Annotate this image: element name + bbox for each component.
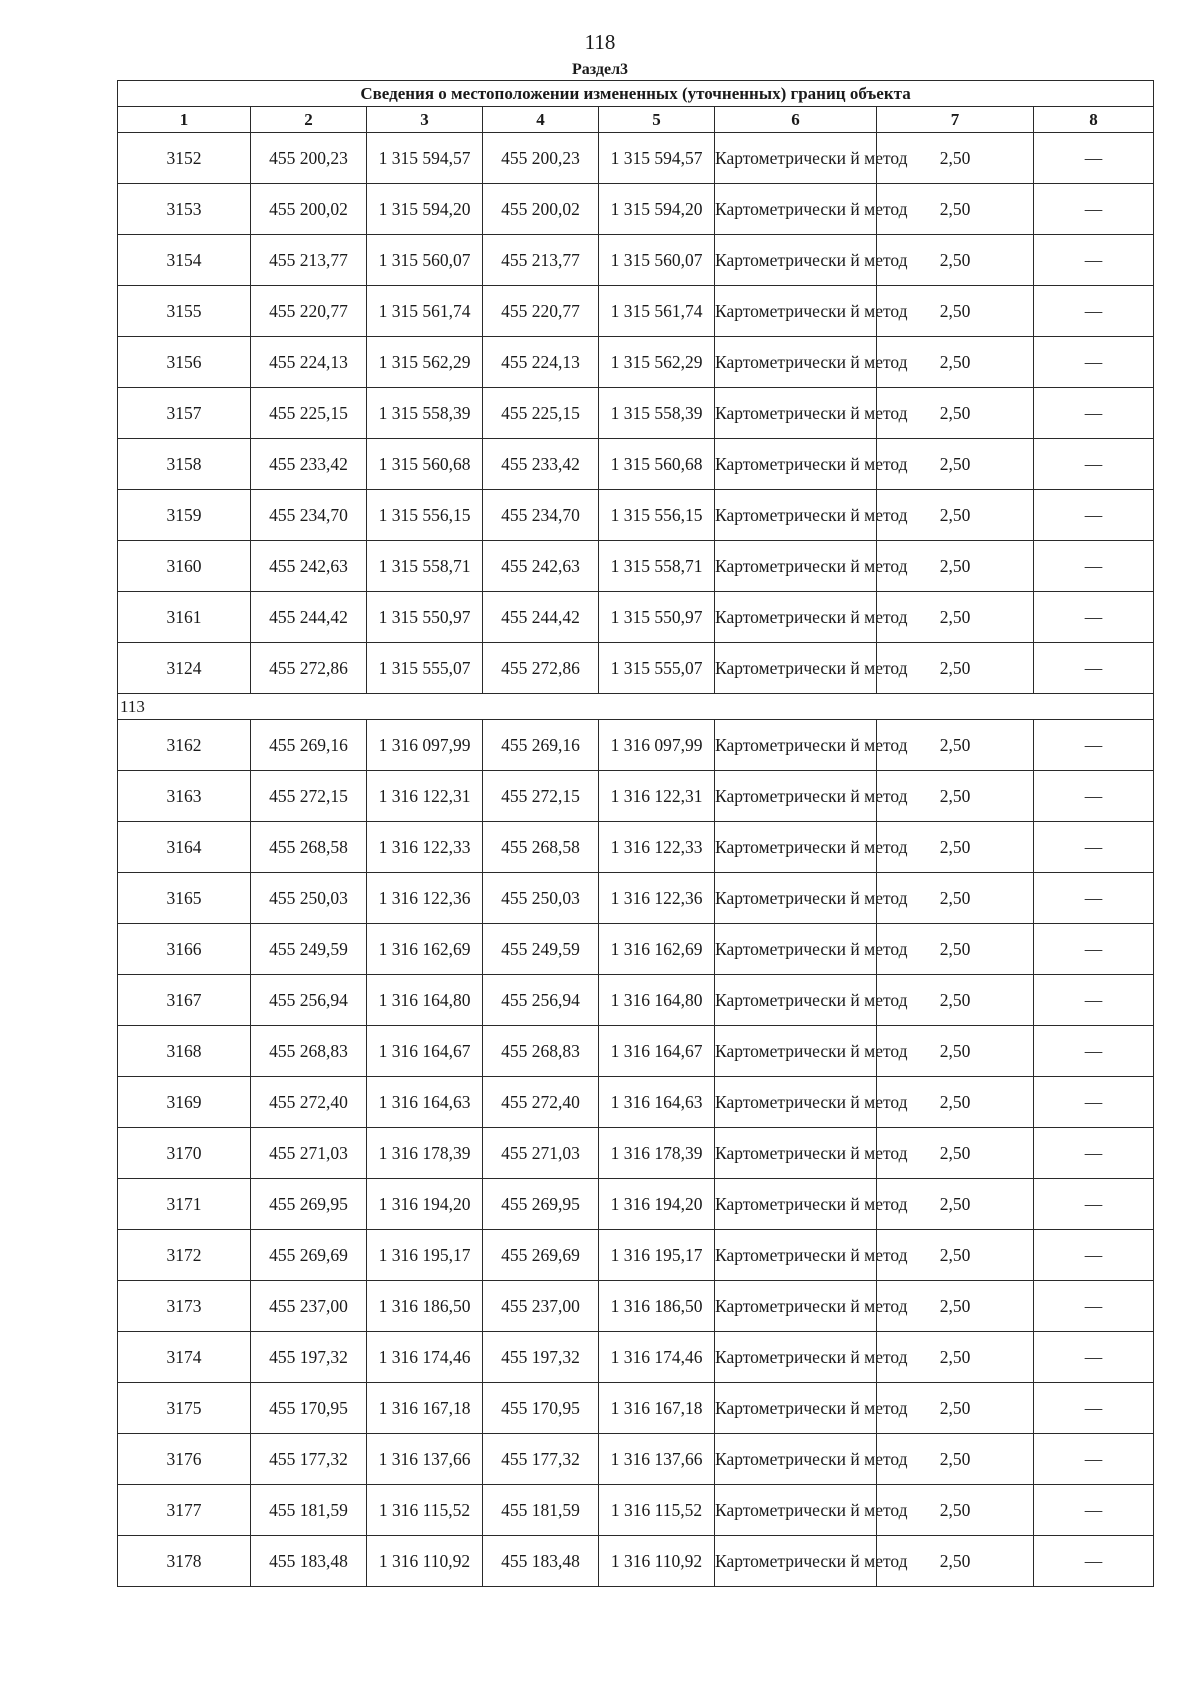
accuracy-cell: 2,50 [877, 643, 1034, 694]
y-existing-cell: 1 315 555,07 [367, 643, 483, 694]
x-existing-cell: 455 234,70 [251, 490, 367, 541]
note-cell: — [1034, 1128, 1154, 1179]
x-refined-cell: 455 181,59 [483, 1485, 599, 1536]
y-refined-cell: 1 315 594,20 [599, 184, 715, 235]
x-refined-cell: 455 256,94 [483, 975, 599, 1026]
y-existing-cell: 1 315 594,57 [367, 133, 483, 184]
method-cell: Картометрически й метод [715, 1026, 877, 1077]
table-row [118, 1383, 1154, 1434]
x-existing-cell: 455 242,63 [251, 541, 367, 592]
column-number: 1 [118, 107, 251, 133]
table-row [118, 592, 1154, 643]
x-refined-cell: 455 271,03 [483, 1128, 599, 1179]
x-refined-cell: 455 242,63 [483, 541, 599, 592]
point-number-cell: 3161 [118, 592, 251, 643]
y-existing-cell: 1 316 167,18 [367, 1383, 483, 1434]
point-number-cell: 3124 [118, 643, 251, 694]
point-number-cell: 3163 [118, 771, 251, 822]
point-number-cell: 3160 [118, 541, 251, 592]
accuracy-cell: 2,50 [877, 490, 1034, 541]
y-existing-cell: 1 316 195,17 [367, 1230, 483, 1281]
note-cell: — [1034, 1383, 1154, 1434]
accuracy-cell: 2,50 [877, 771, 1034, 822]
x-existing-cell: 455 220,77 [251, 286, 367, 337]
x-existing-cell: 455 197,32 [251, 1332, 367, 1383]
note-cell: — [1034, 1281, 1154, 1332]
column-number-row [118, 107, 1154, 133]
point-number-cell: 3153 [118, 184, 251, 235]
x-refined-cell: 455 250,03 [483, 873, 599, 924]
note-cell: — [1034, 771, 1154, 822]
page-number: 118 [584, 30, 616, 54]
x-refined-cell: 455 213,77 [483, 235, 599, 286]
x-refined-cell: 455 233,42 [483, 439, 599, 490]
method-cell: Картометрически й метод [715, 1383, 877, 1434]
column-number: 8 [1034, 107, 1154, 133]
point-number-cell: 3171 [118, 1179, 251, 1230]
accuracy-cell: 2,50 [877, 1128, 1034, 1179]
y-refined-cell: 1 316 178,39 [599, 1128, 715, 1179]
method-cell: Картометрически й метод [715, 975, 877, 1026]
x-refined-cell: 455 177,32 [483, 1434, 599, 1485]
x-refined-cell: 455 200,23 [483, 133, 599, 184]
note-cell: — [1034, 541, 1154, 592]
method-cell: Картометрически й метод [715, 592, 877, 643]
table-row [118, 439, 1154, 490]
point-number-cell: 3167 [118, 975, 251, 1026]
table-row [118, 771, 1154, 822]
table-row [118, 975, 1154, 1026]
table-row [118, 924, 1154, 975]
note-cell: — [1034, 1179, 1154, 1230]
method-cell: Картометрически й метод [715, 873, 877, 924]
table-row [118, 235, 1154, 286]
y-refined-cell: 1 316 194,20 [599, 1179, 715, 1230]
x-refined-cell: 455 268,83 [483, 1026, 599, 1077]
y-refined-cell: 1 316 167,18 [599, 1383, 715, 1434]
x-existing-cell: 455 244,42 [251, 592, 367, 643]
method-cell: Картометрически й метод [715, 1434, 877, 1485]
x-refined-cell: 455 220,77 [483, 286, 599, 337]
method-cell: Картометрически й метод [715, 822, 877, 873]
accuracy-cell: 2,50 [877, 1281, 1034, 1332]
x-refined-cell: 455 234,70 [483, 490, 599, 541]
table-caption: Сведения о местоположении измененных (уточненных) границ объекта [118, 81, 1154, 107]
table-row [118, 720, 1154, 771]
note-cell: — [1034, 975, 1154, 1026]
accuracy-cell: 2,50 [877, 1485, 1034, 1536]
accuracy-cell: 2,50 [877, 592, 1034, 643]
method-cell: Картометрически й метод [715, 1128, 877, 1179]
column-number: 4 [483, 107, 599, 133]
note-cell: — [1034, 1230, 1154, 1281]
y-existing-cell: 1 316 122,31 [367, 771, 483, 822]
point-number-cell: 3155 [118, 286, 251, 337]
y-refined-cell: 1 315 558,39 [599, 388, 715, 439]
point-number-cell: 3177 [118, 1485, 251, 1536]
y-refined-cell: 1 316 122,33 [599, 822, 715, 873]
y-refined-cell: 1 315 562,29 [599, 337, 715, 388]
accuracy-cell: 2,50 [877, 720, 1034, 771]
y-existing-cell: 1 316 122,36 [367, 873, 483, 924]
x-refined-cell: 455 237,00 [483, 1281, 599, 1332]
table-row [118, 286, 1154, 337]
accuracy-cell: 2,50 [877, 1026, 1034, 1077]
point-number-cell: 3158 [118, 439, 251, 490]
x-existing-cell: 455 237,00 [251, 1281, 367, 1332]
x-existing-cell: 455 200,02 [251, 184, 367, 235]
y-refined-cell: 1 315 560,07 [599, 235, 715, 286]
x-existing-cell: 455 272,40 [251, 1077, 367, 1128]
y-refined-cell: 1 316 097,99 [599, 720, 715, 771]
column-number: 5 [599, 107, 715, 133]
x-existing-cell: 455 233,42 [251, 439, 367, 490]
method-cell: Картометрически й метод [715, 720, 877, 771]
note-cell: — [1034, 822, 1154, 873]
x-existing-cell: 455 213,77 [251, 235, 367, 286]
x-existing-cell: 455 269,69 [251, 1230, 367, 1281]
contour-label: 113 [118, 694, 1154, 720]
point-number-cell: 3166 [118, 924, 251, 975]
accuracy-cell: 2,50 [877, 873, 1034, 924]
note-cell: — [1034, 133, 1154, 184]
y-refined-cell: 1 316 164,80 [599, 975, 715, 1026]
x-refined-cell: 455 272,86 [483, 643, 599, 694]
accuracy-cell: 2,50 [877, 133, 1034, 184]
table-row [118, 337, 1154, 388]
x-existing-cell: 455 249,59 [251, 924, 367, 975]
x-existing-cell: 455 183,48 [251, 1536, 367, 1587]
x-existing-cell: 455 170,95 [251, 1383, 367, 1434]
column-number: 7 [877, 107, 1034, 133]
point-number-cell: 3176 [118, 1434, 251, 1485]
y-existing-cell: 1 316 122,33 [367, 822, 483, 873]
boundary-coordinates-table [117, 80, 1154, 1587]
y-refined-cell: 1 315 560,68 [599, 439, 715, 490]
table-row [118, 1128, 1154, 1179]
method-cell: Картометрически й метод [715, 337, 877, 388]
y-existing-cell: 1 316 164,80 [367, 975, 483, 1026]
note-cell: — [1034, 1026, 1154, 1077]
x-refined-cell: 455 272,15 [483, 771, 599, 822]
y-existing-cell: 1 315 562,29 [367, 337, 483, 388]
table-row [118, 490, 1154, 541]
y-existing-cell: 1 315 550,97 [367, 592, 483, 643]
y-existing-cell: 1 315 560,07 [367, 235, 483, 286]
method-cell: Картометрически й метод [715, 235, 877, 286]
table-row [118, 873, 1154, 924]
method-cell: Картометрически й метод [715, 286, 877, 337]
point-number-cell: 3152 [118, 133, 251, 184]
accuracy-cell: 2,50 [877, 541, 1034, 592]
method-cell: Картометрически й метод [715, 1281, 877, 1332]
section-title: Раздел3 [571, 61, 629, 78]
accuracy-cell: 2,50 [877, 822, 1034, 873]
note-cell: — [1034, 1077, 1154, 1128]
note-cell: — [1034, 235, 1154, 286]
point-number-cell: 3164 [118, 822, 251, 873]
x-refined-cell: 455 197,32 [483, 1332, 599, 1383]
y-refined-cell: 1 315 561,74 [599, 286, 715, 337]
accuracy-cell: 2,50 [877, 235, 1034, 286]
x-existing-cell: 455 269,16 [251, 720, 367, 771]
note-cell: — [1034, 184, 1154, 235]
x-existing-cell: 455 256,94 [251, 975, 367, 1026]
x-existing-cell: 455 225,15 [251, 388, 367, 439]
point-number-cell: 3159 [118, 490, 251, 541]
table-row [118, 822, 1154, 873]
note-cell: — [1034, 720, 1154, 771]
x-refined-cell: 455 170,95 [483, 1383, 599, 1434]
x-refined-cell: 455 269,16 [483, 720, 599, 771]
note-cell: — [1034, 873, 1154, 924]
x-refined-cell: 455 225,15 [483, 388, 599, 439]
note-cell: — [1034, 592, 1154, 643]
table-row [118, 1026, 1154, 1077]
point-number-cell: 3169 [118, 1077, 251, 1128]
method-cell: Картометрически й метод [715, 1485, 877, 1536]
x-existing-cell: 455 181,59 [251, 1485, 367, 1536]
method-cell: Картометрически й метод [715, 1230, 877, 1281]
y-existing-cell: 1 316 115,52 [367, 1485, 483, 1536]
note-cell: — [1034, 286, 1154, 337]
point-number-cell: 3157 [118, 388, 251, 439]
x-refined-cell: 455 200,02 [483, 184, 599, 235]
point-number-cell: 3174 [118, 1332, 251, 1383]
method-cell: Картометрически й метод [715, 924, 877, 975]
table-row [118, 1434, 1154, 1485]
note-cell: — [1034, 388, 1154, 439]
y-existing-cell: 1 315 556,15 [367, 490, 483, 541]
method-cell: Картометрически й метод [715, 439, 877, 490]
x-refined-cell: 455 268,58 [483, 822, 599, 873]
y-existing-cell: 1 316 174,46 [367, 1332, 483, 1383]
table-row [118, 1332, 1154, 1383]
x-existing-cell: 455 177,32 [251, 1434, 367, 1485]
x-refined-cell: 455 244,42 [483, 592, 599, 643]
y-existing-cell: 1 316 194,20 [367, 1179, 483, 1230]
column-number: 3 [367, 107, 483, 133]
y-existing-cell: 1 316 137,66 [367, 1434, 483, 1485]
accuracy-cell: 2,50 [877, 388, 1034, 439]
y-refined-cell: 1 316 186,50 [599, 1281, 715, 1332]
note-cell: — [1034, 1332, 1154, 1383]
x-existing-cell: 455 268,83 [251, 1026, 367, 1077]
accuracy-cell: 2,50 [877, 1230, 1034, 1281]
table-caption-row [118, 81, 1154, 107]
note-cell: — [1034, 439, 1154, 490]
method-cell: Картометрически й метод [715, 1179, 877, 1230]
table-row [118, 1485, 1154, 1536]
y-existing-cell: 1 316 186,50 [367, 1281, 483, 1332]
table-row [118, 1281, 1154, 1332]
accuracy-cell: 2,50 [877, 286, 1034, 337]
accuracy-cell: 2,50 [877, 1077, 1034, 1128]
method-cell: Картометрически й метод [715, 771, 877, 822]
x-refined-cell: 455 183,48 [483, 1536, 599, 1587]
y-existing-cell: 1 315 558,71 [367, 541, 483, 592]
note-cell: — [1034, 1485, 1154, 1536]
y-refined-cell: 1 315 550,97 [599, 592, 715, 643]
method-cell: Картометрически й метод [715, 541, 877, 592]
x-existing-cell: 455 271,03 [251, 1128, 367, 1179]
point-number-cell: 3173 [118, 1281, 251, 1332]
method-cell: Картометрически й метод [715, 388, 877, 439]
point-number-cell: 3154 [118, 235, 251, 286]
accuracy-cell: 2,50 [877, 337, 1034, 388]
column-number: 6 [715, 107, 877, 133]
x-refined-cell: 455 272,40 [483, 1077, 599, 1128]
y-existing-cell: 1 315 594,20 [367, 184, 483, 235]
x-refined-cell: 455 269,95 [483, 1179, 599, 1230]
y-existing-cell: 1 315 561,74 [367, 286, 483, 337]
method-cell: Картометрически й метод [715, 184, 877, 235]
method-cell: Картометрически й метод [715, 1077, 877, 1128]
y-refined-cell: 1 315 555,07 [599, 643, 715, 694]
y-existing-cell: 1 316 162,69 [367, 924, 483, 975]
table-row [118, 388, 1154, 439]
x-existing-cell: 455 224,13 [251, 337, 367, 388]
point-number-cell: 3156 [118, 337, 251, 388]
point-number-cell: 3175 [118, 1383, 251, 1434]
note-cell: — [1034, 643, 1154, 694]
accuracy-cell: 2,50 [877, 924, 1034, 975]
method-cell: Картометрически й метод [715, 133, 877, 184]
table-row [118, 643, 1154, 694]
y-existing-cell: 1 315 558,39 [367, 388, 483, 439]
x-refined-cell: 455 249,59 [483, 924, 599, 975]
table-row [118, 133, 1154, 184]
point-number-cell: 3172 [118, 1230, 251, 1281]
y-refined-cell: 1 316 122,36 [599, 873, 715, 924]
y-refined-cell: 1 316 137,66 [599, 1434, 715, 1485]
table-body [118, 81, 1154, 1587]
y-refined-cell: 1 316 164,67 [599, 1026, 715, 1077]
y-refined-cell: 1 316 162,69 [599, 924, 715, 975]
point-number-cell: 3165 [118, 873, 251, 924]
y-refined-cell: 1 316 195,17 [599, 1230, 715, 1281]
x-existing-cell: 455 269,95 [251, 1179, 367, 1230]
y-existing-cell: 1 316 097,99 [367, 720, 483, 771]
contour-group-row [118, 694, 1154, 720]
table-row [118, 541, 1154, 592]
x-existing-cell: 455 268,58 [251, 822, 367, 873]
note-cell: — [1034, 337, 1154, 388]
y-refined-cell: 1 316 164,63 [599, 1077, 715, 1128]
accuracy-cell: 2,50 [877, 1536, 1034, 1587]
x-refined-cell: 455 224,13 [483, 337, 599, 388]
column-number: 2 [251, 107, 367, 133]
point-number-cell: 3168 [118, 1026, 251, 1077]
table-row [118, 1536, 1154, 1587]
y-refined-cell: 1 315 558,71 [599, 541, 715, 592]
table-row [118, 184, 1154, 235]
accuracy-cell: 2,50 [877, 1434, 1034, 1485]
accuracy-cell: 2,50 [877, 184, 1034, 235]
note-cell: — [1034, 924, 1154, 975]
x-existing-cell: 455 200,23 [251, 133, 367, 184]
x-existing-cell: 455 272,15 [251, 771, 367, 822]
x-refined-cell: 455 269,69 [483, 1230, 599, 1281]
note-cell: — [1034, 490, 1154, 541]
y-refined-cell: 1 315 556,15 [599, 490, 715, 541]
x-existing-cell: 455 272,86 [251, 643, 367, 694]
accuracy-cell: 2,50 [877, 1383, 1034, 1434]
y-existing-cell: 1 316 178,39 [367, 1128, 483, 1179]
point-number-cell: 3178 [118, 1536, 251, 1587]
y-refined-cell: 1 316 110,92 [599, 1536, 715, 1587]
point-number-cell: 3162 [118, 720, 251, 771]
method-cell: Картометрически й метод [715, 1332, 877, 1383]
method-cell: Картометрически й метод [715, 643, 877, 694]
table-row [118, 1230, 1154, 1281]
y-existing-cell: 1 316 110,92 [367, 1536, 483, 1587]
accuracy-cell: 2,50 [877, 439, 1034, 490]
y-existing-cell: 1 316 164,67 [367, 1026, 483, 1077]
y-refined-cell: 1 316 115,52 [599, 1485, 715, 1536]
y-existing-cell: 1 316 164,63 [367, 1077, 483, 1128]
table-row [118, 1179, 1154, 1230]
accuracy-cell: 2,50 [877, 975, 1034, 1026]
y-existing-cell: 1 315 560,68 [367, 439, 483, 490]
y-refined-cell: 1 316 122,31 [599, 771, 715, 822]
method-cell: Картометрически й метод [715, 490, 877, 541]
note-cell: — [1034, 1434, 1154, 1485]
point-number-cell: 3170 [118, 1128, 251, 1179]
method-cell: Картометрически й метод [715, 1536, 877, 1587]
table-row [118, 1077, 1154, 1128]
note-cell: — [1034, 1536, 1154, 1587]
y-refined-cell: 1 315 594,57 [599, 133, 715, 184]
y-refined-cell: 1 316 174,46 [599, 1332, 715, 1383]
accuracy-cell: 2,50 [877, 1179, 1034, 1230]
x-existing-cell: 455 250,03 [251, 873, 367, 924]
accuracy-cell: 2,50 [877, 1332, 1034, 1383]
